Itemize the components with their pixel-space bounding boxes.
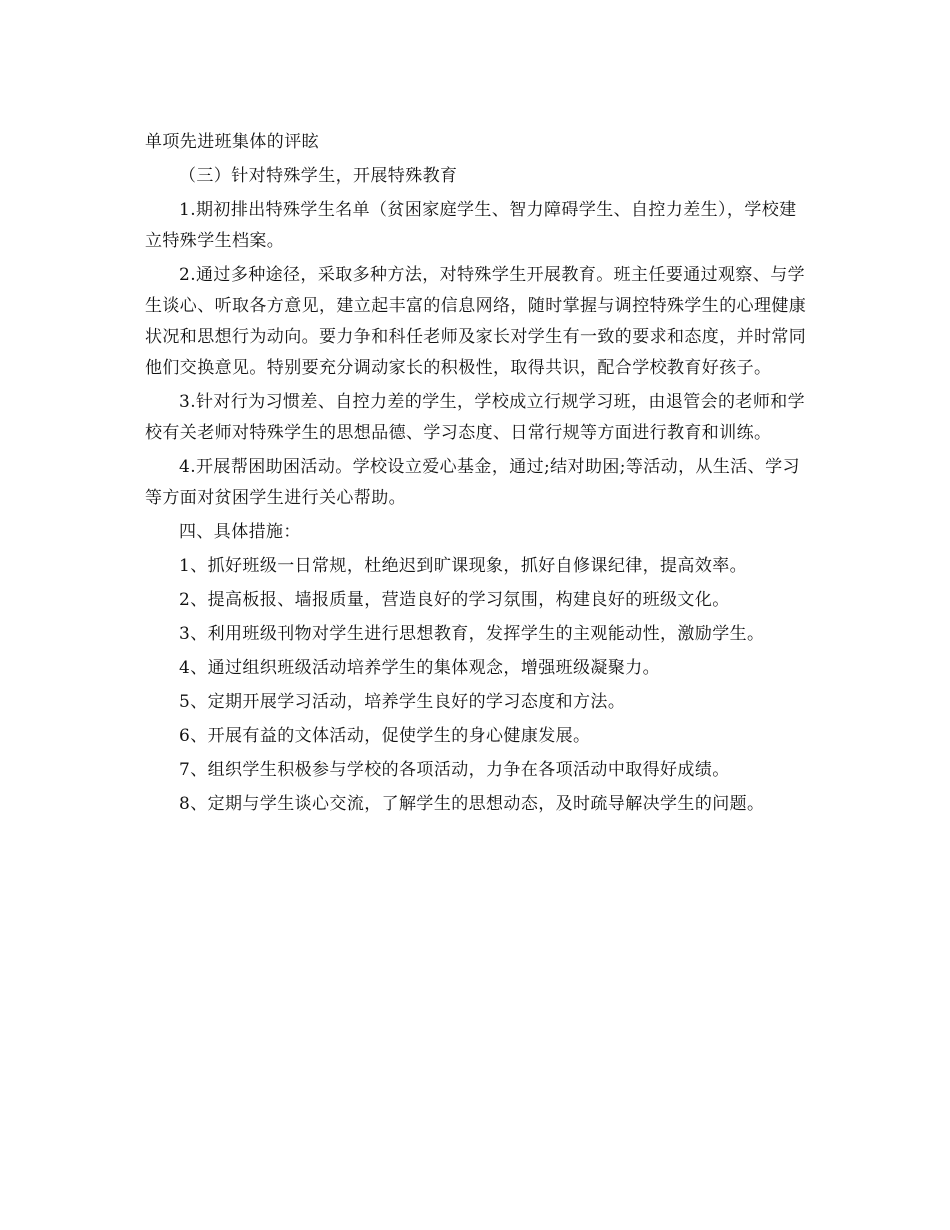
- measure-item-4: 4、通过组织班级活动培养学生的集体观念，增强班级凝聚力。: [179, 658, 661, 678]
- paragraph-item-3: 3.针对行为习惯差、自控力差的学生，学校成立行规学习班，由退管会的老师和学校有关老师对特殊学生的思想品德、学习态度、日常行规等方面进行教育和训练。: [145, 392, 806, 443]
- section-heading: （三）针对特殊学生，开展特殊教育: [179, 166, 458, 186]
- paragraph-item-4: 4.开展帮困助困活动。学校设立爱心基金，通过;结对助困;等活动，从生活、学习等方面对贫困学生进行关心帮助。: [145, 457, 800, 508]
- paragraph-continuation: 单项先进班集体的评眩: [145, 132, 319, 152]
- paragraph-item-1: 1.期初排出特殊学生名单（贫困家庭学生、智力障碍学生、自控力差生），学校建立特殊学生档案。: [145, 200, 797, 251]
- measure-item-2: 2、提高板报、墙报质量，营造良好的学习氛围，构建良好的班级文化。: [179, 590, 730, 610]
- measure-item-3: 3、利用班级刊物对学生进行思想教育，发挥学生的主观能动性，激励学生。: [179, 624, 765, 644]
- section-heading-measures: 四、具体措施：: [179, 522, 301, 542]
- measure-item-5: 5、定期开展学习活动，培养学生良好的学习态度和方法。: [179, 692, 626, 712]
- measure-item-6: 6、开展有益的文体活动，促使学生的身心健康发展。: [179, 726, 591, 746]
- measure-item-7: 7、组织学生积极参与学校的各项活动，力争在各项活动中取得好成绩。: [179, 760, 730, 780]
- measure-item-1: 1、抓好班级一日常规，杜绝迟到旷课现象，抓好自修课纪律，提高效率。: [179, 556, 748, 576]
- paragraph-item-2: 2.通过多种途径，采取多种方法，对特殊学生开展教育。班主任要通过观察、与学生谈心、听取各方意见，建立起丰富的信息网络，随时掌握与调控特殊学生的心理健康状况和思想行为动向。要力争和科任老师及家长对学生有一致的要求和态度，并时常同他们交换意见。特别要充分调动家长的积极性，取得共识，配合学校教育好孩子。: [145, 265, 807, 378]
- measure-item-8: 8、定期与学生谈心交流，了解学生的思想动态，及时疏导解决学生的问题。: [179, 794, 765, 814]
- document-body: [145, 127, 807, 823]
